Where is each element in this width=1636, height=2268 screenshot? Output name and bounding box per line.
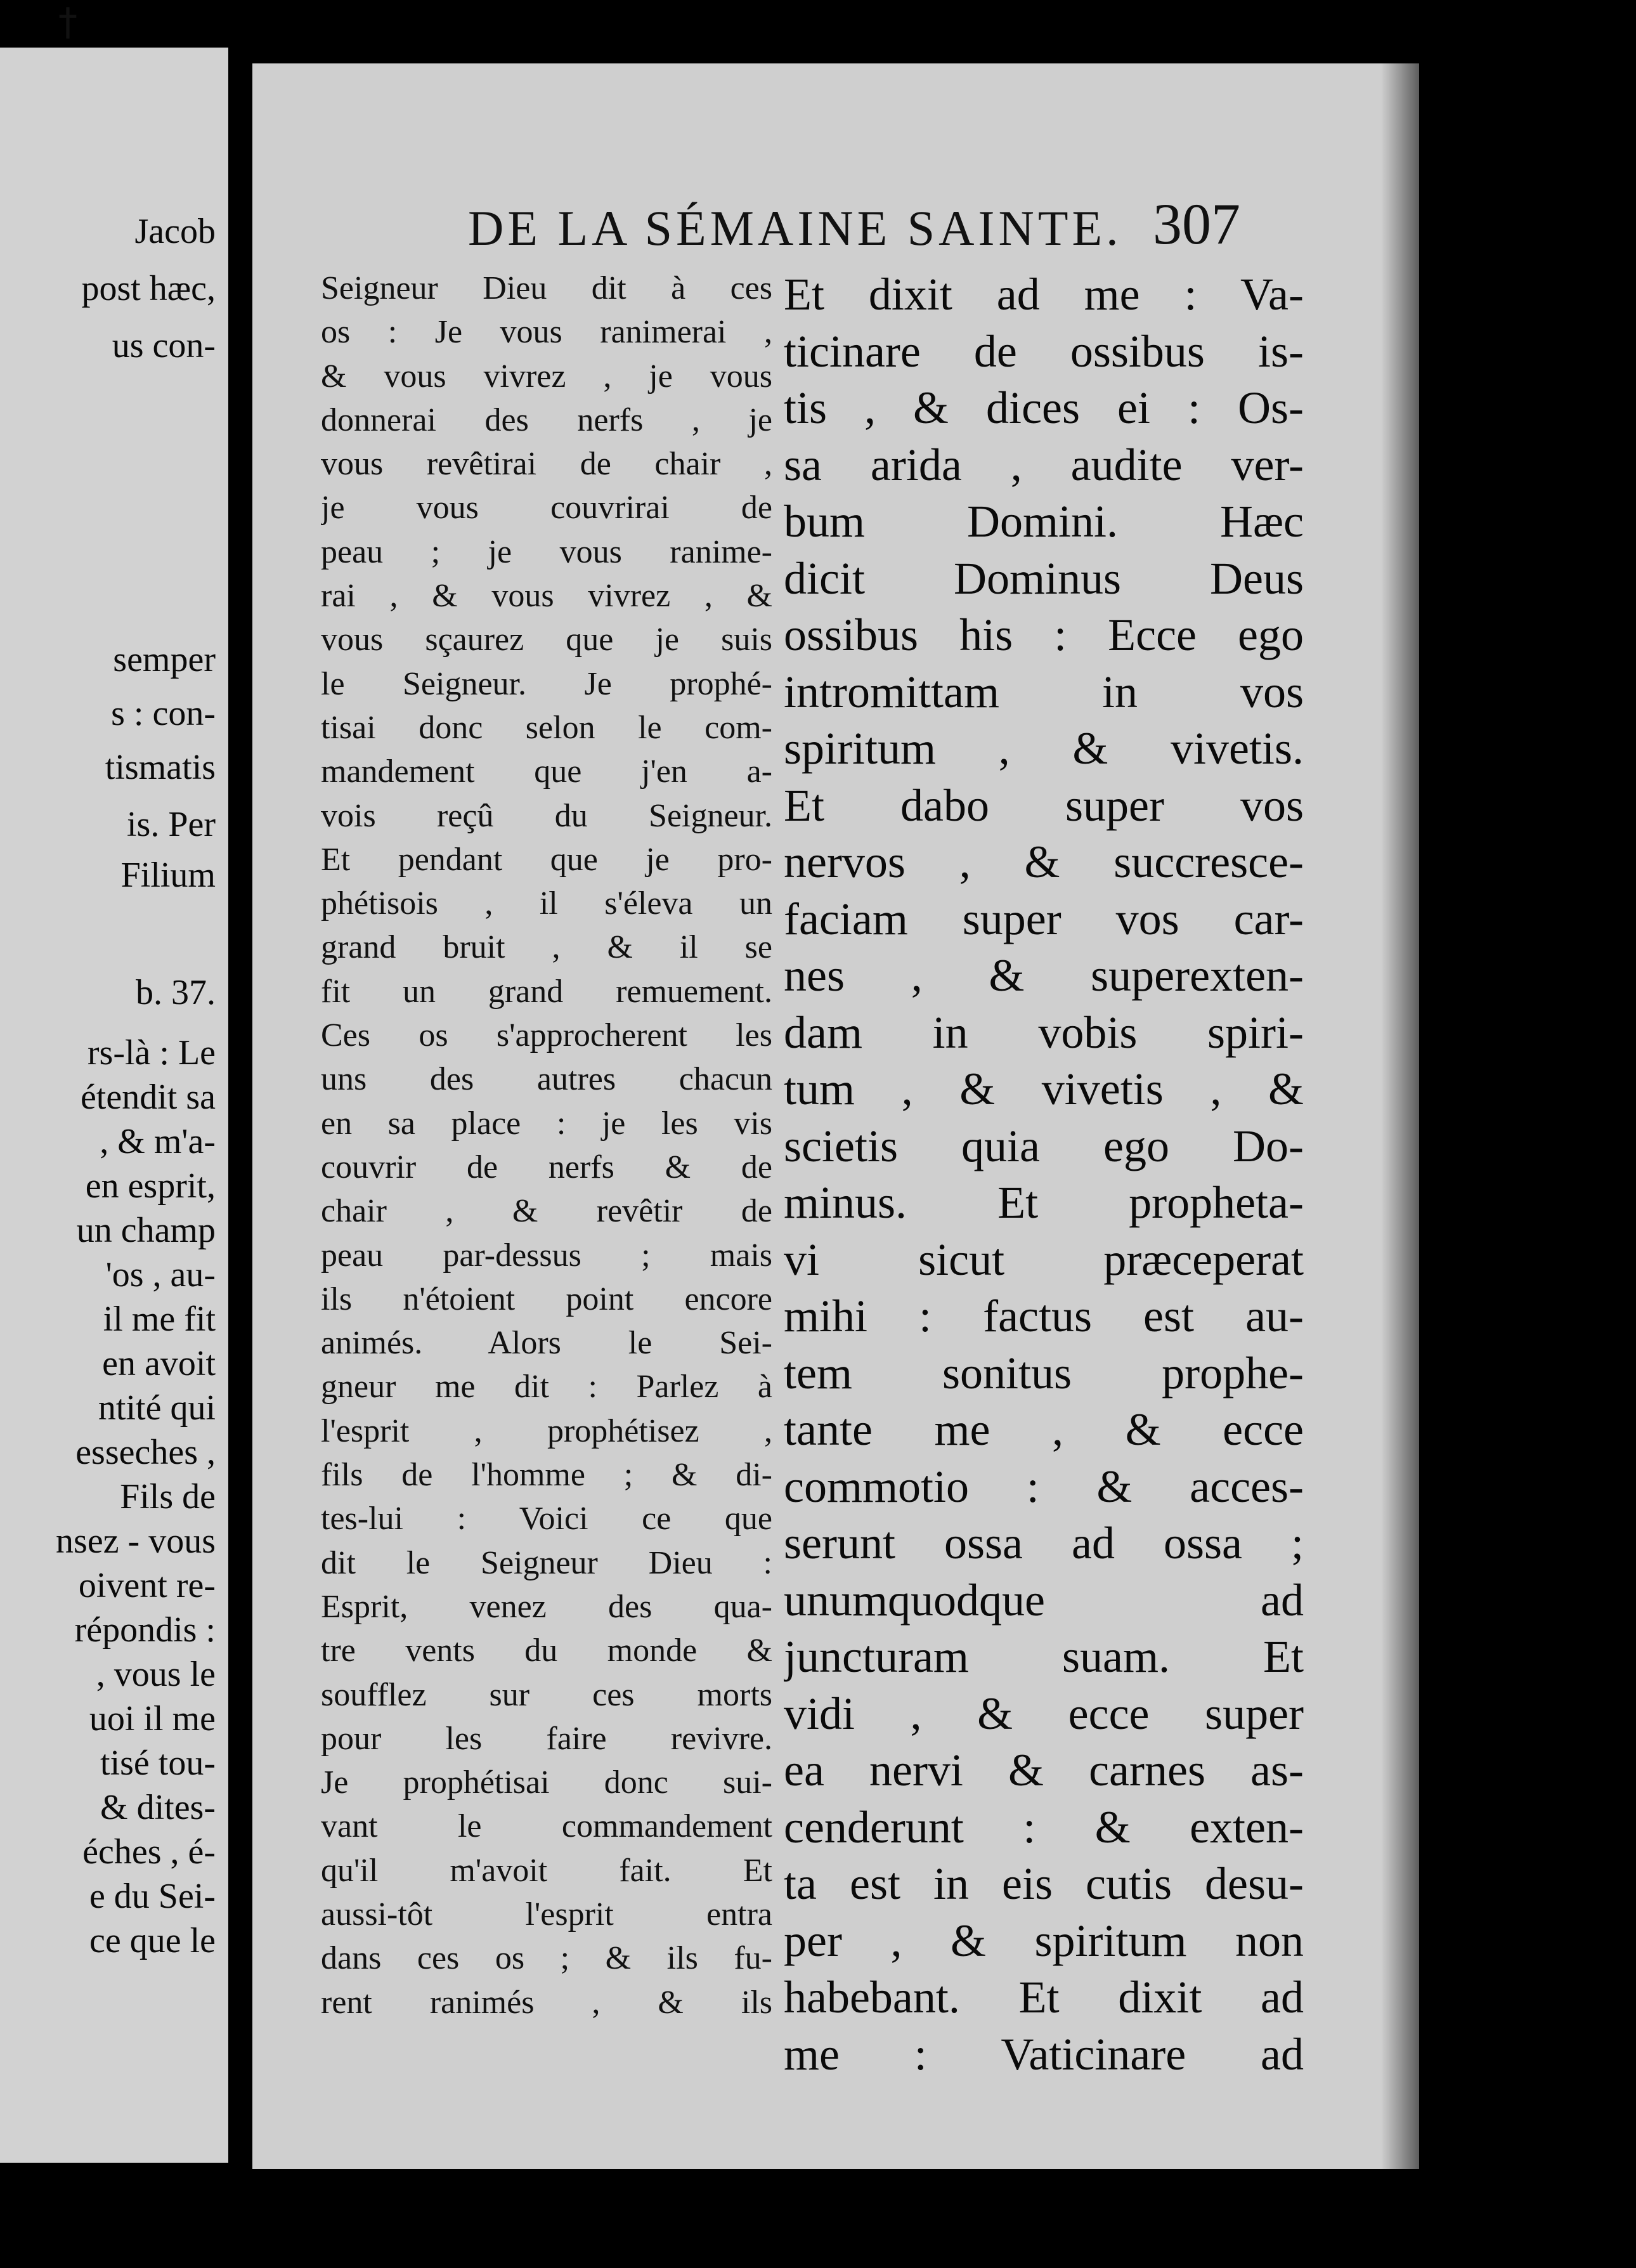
latin-text-line: minus. Et propheta- <box>784 1177 1304 1228</box>
previous-page-text-line: tismatis <box>105 748 216 787</box>
french-text-line: Je prophétisai donc sui- <box>321 1764 772 1801</box>
previous-page-text-line: post hæc, <box>81 269 216 308</box>
previous-page-text-line: b. 37. <box>136 973 216 1012</box>
previous-page-text-line: un champ <box>76 1211 216 1250</box>
french-text-line: gneur me dit : Parlez à <box>321 1369 772 1405</box>
latin-text-line: habebant. Et dixit ad <box>784 1972 1304 2023</box>
previous-page-text-line: Jacob <box>134 212 216 251</box>
latin-text-line: intromittam in vos <box>784 666 1304 717</box>
latin-text-line: vi sicut præceperat <box>784 1234 1304 1285</box>
latin-text-line: unumquodque ad <box>784 1574 1304 1626</box>
latin-text-line: ossibus his : Ecce ego <box>784 609 1304 660</box>
french-text-line: l'esprit , prophétisez , <box>321 1412 772 1449</box>
french-text-line: Seigneur Dieu dit à ces <box>321 270 772 306</box>
french-text-line: animés. Alors le Sei- <box>321 1325 772 1362</box>
latin-text-line: ticinare de ossibus is- <box>784 325 1304 377</box>
french-text-line: Et pendant que je pro- <box>321 841 772 878</box>
french-text-line: Ces os s'approcherent les <box>321 1017 772 1054</box>
french-text-line: mandement que j'en a- <box>321 753 772 790</box>
french-text-line: rent ranimés , & ils <box>321 1984 772 2021</box>
latin-text-line: bum Domini. Hæc <box>784 496 1304 547</box>
previous-page-text-line: nsez - vous <box>56 1522 216 1561</box>
french-text-line: & vous vivrez , je vous <box>321 358 772 394</box>
french-text-line: aussi-tôt l'esprit entra <box>321 1896 772 1932</box>
latin-text-line: tum , & vivetis , & <box>784 1064 1304 1114</box>
previous-page-text-line: Filium <box>120 856 216 895</box>
french-text-line: couvrir de nerfs & de <box>321 1149 772 1185</box>
french-text-line: soufflez sur ces morts <box>321 1676 772 1713</box>
french-text-line: rai , & vous vivrez , & <box>321 578 772 615</box>
previous-page-text-line: semper <box>113 640 216 679</box>
french-text-line: Esprit, venez des qua- <box>321 1588 772 1625</box>
latin-text-line: dam in vobis spiri- <box>784 1007 1304 1058</box>
french-text-line: uns des autres chacun <box>321 1061 772 1098</box>
previous-page-text-line: rs-là : Le <box>87 1033 216 1072</box>
previous-page-text-line: is. Per <box>127 805 216 844</box>
french-text-line: chair , & revêtir de <box>321 1193 772 1230</box>
french-text-line: peau par-dessus ; mais <box>321 1237 772 1274</box>
french-text-line: tre vents du monde & <box>321 1633 772 1669</box>
previous-page-text-line: ce que le <box>89 1921 216 1960</box>
latin-text-line: ea nervi & carnes as- <box>784 1745 1304 1796</box>
previous-page-text <box>0 48 228 2163</box>
french-text-line: phétisois , il s'éleva un <box>321 885 772 922</box>
french-text-line: fit un grand remuement. <box>321 973 772 1010</box>
french-text-line: os : Je vous ranimerai , <box>321 314 772 351</box>
latin-text-line: sa arida , audite ver- <box>784 439 1304 490</box>
previous-page-text-line: en esprit, <box>85 1166 216 1206</box>
previous-page-text-line: étendit sa <box>80 1078 216 1117</box>
previous-page-text-line: tisé tou- <box>100 1743 216 1783</box>
previous-page-text-line: , & m'a- <box>100 1122 216 1161</box>
page-gutter-shadow <box>1381 63 1419 2169</box>
latin-text-line: faciam super vos car- <box>784 893 1304 944</box>
latin-text-line: cenderunt : & exten- <box>784 1801 1304 1853</box>
previous-page-text-line: en avoit <box>102 1344 216 1383</box>
french-text-line: pour les faire revivre. <box>321 1720 772 1757</box>
french-text-line: vant le commandement <box>321 1808 772 1845</box>
latin-text-line: Et dixit ad me : Va- <box>784 269 1304 320</box>
french-text-line: vous revêtirai de chair , <box>321 446 772 483</box>
running-head: DE LA SÉMAINE SAINTE. <box>468 200 1122 256</box>
french-text-line: dit le Seigneur Dieu : <box>321 1544 772 1581</box>
previous-page-text-line: oivent re- <box>78 1566 216 1605</box>
latin-text-line: dicit Dominus Deus <box>784 552 1304 604</box>
previous-page-text-line: uoi il me <box>89 1699 216 1738</box>
page-number: 307 <box>1153 192 1240 256</box>
previous-page-text-line: éches , é- <box>82 1832 216 1872</box>
previous-page-text-line: Fils de <box>120 1477 216 1516</box>
french-text-line: peau ; je vous ranime- <box>321 533 772 570</box>
french-text-line: qu'il m'avoit fait. Et <box>321 1852 772 1889</box>
scan-mark: † <box>58 0 77 44</box>
french-text-line: grand bruit , & il se <box>321 929 772 966</box>
previous-page-text-line: esseches , <box>75 1433 216 1472</box>
french-text-line: dans ces os ; & ils fu- <box>321 1940 772 1977</box>
latin-text-line: nes , & superexten- <box>784 950 1304 1001</box>
french-text-line: ils n'étoient point encore <box>321 1281 772 1317</box>
french-text-line: tisai donc selon le com- <box>321 709 772 746</box>
previous-page-text-line: , vous le <box>96 1655 216 1694</box>
previous-page-text-line: us con- <box>112 326 216 365</box>
previous-page-text-line: & dites- <box>100 1788 216 1827</box>
dark-background <box>1419 0 1636 2268</box>
latin-text-line: nervos , & succresce- <box>784 837 1304 887</box>
latin-text-line: commotio : & acces- <box>784 1461 1304 1512</box>
latin-text-line: tis , & dices ei : Os- <box>784 382 1304 433</box>
latin-text-line: serunt ossa ad ossa ; <box>784 1518 1304 1568</box>
french-text-line: en sa place : je les vis <box>321 1105 772 1142</box>
latin-text-line: mihi : factus est au- <box>784 1291 1304 1341</box>
french-text-line: vois reçû du Seigneur. <box>321 797 772 834</box>
previous-page-text-line: ntité qui <box>98 1388 216 1428</box>
previous-page-fragment <box>0 48 228 2163</box>
latin-text-line: ta est in eis cutis desu- <box>784 1858 1304 1909</box>
french-text-line: donnerai des nerfs , je <box>321 401 772 438</box>
latin-text-line: Et dabo super vos <box>784 779 1304 831</box>
book-page <box>252 63 1419 2169</box>
latin-text-line: vidi , & ecce super <box>784 1688 1304 1739</box>
latin-text-line: tem sonitus prophe- <box>784 1347 1304 1398</box>
latin-text-line: tante me , & ecce <box>784 1404 1304 1455</box>
latin-text-line: per , & spiritum non <box>784 1915 1304 1966</box>
latin-text-line: me : Vaticinare ad <box>784 2028 1304 2080</box>
previous-page-text-line: il me fit <box>103 1300 216 1339</box>
latin-text-line: juncturam suam. Et <box>784 1631 1304 1682</box>
french-text-line: je vous couvrirai de <box>321 490 772 526</box>
french-text-line: le Seigneur. Je prophé- <box>321 665 772 702</box>
latin-text-column <box>784 266 1304 2083</box>
french-text-line: fils de l'homme ; & di- <box>321 1457 772 1494</box>
previous-page-text-line: répondis : <box>74 1610 216 1650</box>
previous-page-text-line: s : con- <box>111 694 216 733</box>
french-text-column <box>321 266 772 2024</box>
latin-text-line: scietis quia ego Do- <box>784 1120 1304 1171</box>
latin-text-line: spiritum , & vivetis. <box>784 723 1304 774</box>
french-text-line: vous sçaurez que je suis <box>321 622 772 658</box>
previous-page-text-line: 'os , au- <box>105 1255 216 1294</box>
previous-page-text-line: e du Sei- <box>89 1877 216 1916</box>
french-text-line: tes-lui : Voici ce que <box>321 1501 772 1537</box>
